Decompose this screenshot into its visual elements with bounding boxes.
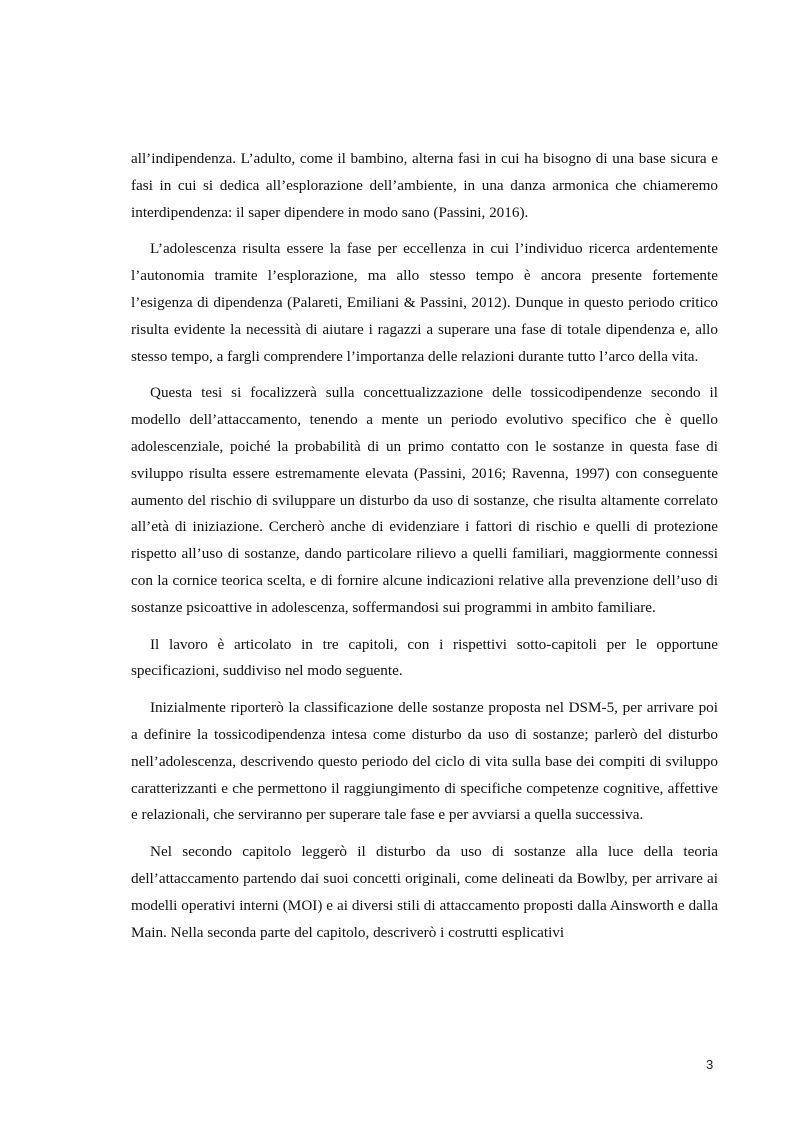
paragraph-2: L’adolescenza risulta essere la fase per eccellenza in cui l’individuo ricerca ardentemente l’autonomia tramite l’esplorazione, ma allo stesso tempo è ancora presente fortemente l’esigenza di dipendenza (Palareti, Emiliani & Passini, 2012). Dunque in questo periodo critico risulta evidente la necessità di aiutare i ragazzi a superare una fase di totale dipendenza e, allo stesso tempo, a fargli comprendere l’importanza delle relazioni durante tutto l’arco della vita. xyxy=(131,240,718,365)
paragraph-5: Inizialmente riporterò la classificazione delle sostanze proposta nel DSM-5, per arrivare poi a definire la tossicodipendenza intesa come disturbo da uso di sostanze; parlerò del disturbo nell’adolescenza, descrivendo questo periodo del ciclo di vita sulla base dei compiti di sviluppo caratterizzanti e che permettono il raggiungimento di specifiche competenze cognitive, affettive e relazionali, che serviranno per superare tale fase e per avviarsi a quella successiva. xyxy=(131,699,718,824)
body-text xyxy=(131,146,718,956)
paragraph-1: all’indipendenza. L’adulto, come il bambino, alterna fasi in cui ha bisogno di una base sicura e fasi in cui si dedica all’esplorazione dell’ambiente, in una danza armonica che chiameremo interdipendenza: il saper dipendere in modo sano (Passini, 2016). xyxy=(131,150,718,221)
page-number: 3 xyxy=(706,1057,714,1072)
paragraph-4: Il lavoro è articolato in tre capitoli, con i rispettivi sotto-capitoli per le opportune specificazioni, suddiviso nel modo seguente. xyxy=(131,635,718,680)
paragraph-3: Questa tesi si focalizzerà sulla concettualizzazione delle tossicodipendenze secondo il modello dell’attaccamento, tenendo a mente un periodo evolutivo specifico che è quello adolescenziale, poiché la probabilità di un primo contatto con le sostanze in questa fase di sviluppo risulta essere estremamente elevata (Passini, 2016; Ravenna, 1997) con conseguente aumento del rischio di sviluppare un disturbo da uso di sostanze, che risulta altamente correlato all’età di iniziazione. Cercherò anche di evidenziare i fattori di rischio e quelli di protezione rispetto all’uso di sostanze, dando particolare rilievo a quelli familiari, maggiormente connessi con la cornice teorica scelta, e di fornire alcune indicazioni relative alla prevenzione dell’uso di sostanze psicoattive in adolescenza, soffermandosi sui programmi in ambito familiare. xyxy=(131,384,718,616)
paragraph-6: Nel secondo capitolo leggerò il disturbo da uso di sostanze alla luce della teoria dell’attaccamento partendo dai suoi concetti originali, come delineati da Bowlby, per arrivare ai modelli operativi interni (MOI) e ai diversi stili di attaccamento proposti dalla Ainsworth e dalla Main. Nella seconda parte del capitolo, descriverò i costrutti esplicativi xyxy=(131,843,718,941)
